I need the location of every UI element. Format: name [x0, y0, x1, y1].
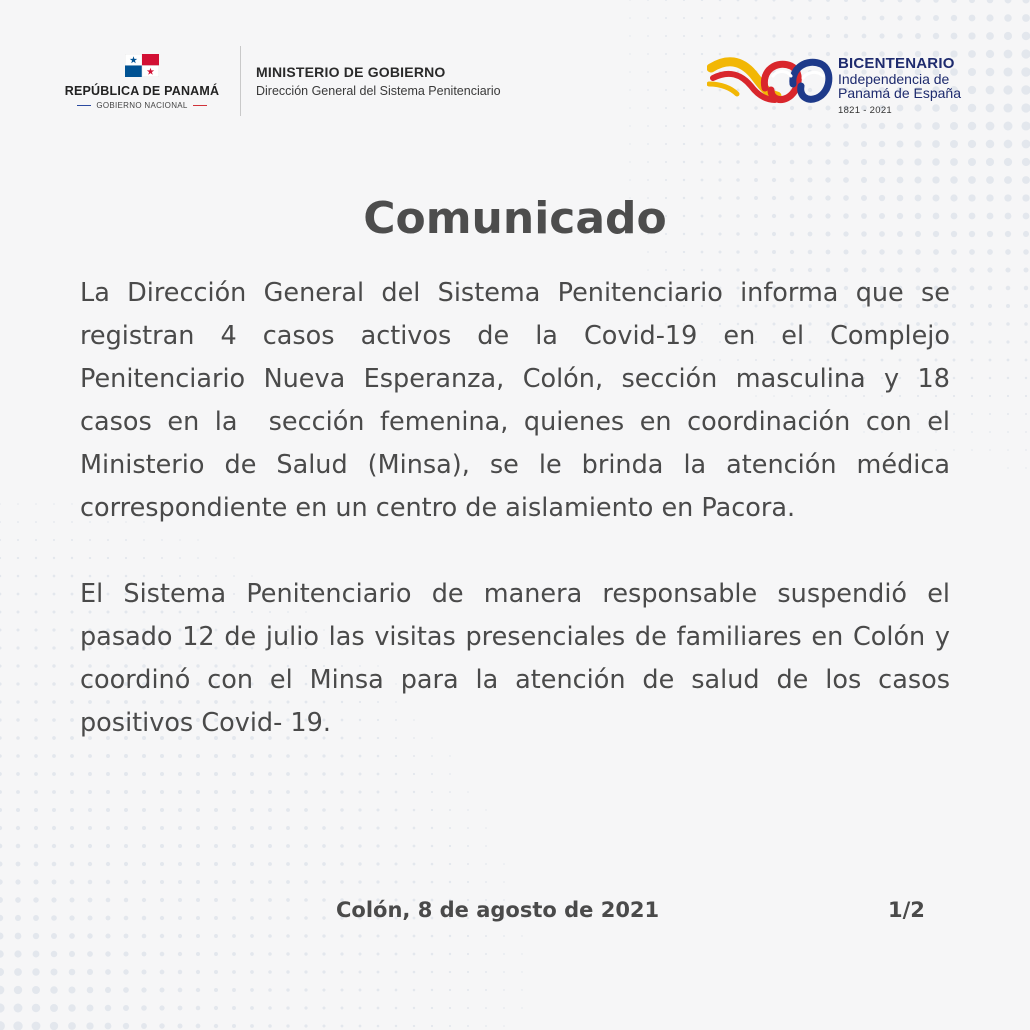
bicentennial-line-1: Independencia de — [838, 71, 950, 87]
bicentennial-years: 1821 - 2021 — [838, 105, 893, 116]
government-logo-block — [58, 54, 226, 110]
ministry-department: Dirección General del Sistema Penitenciario — [256, 84, 501, 98]
government-subtitle: GOBIERNO NACIONAL — [96, 101, 188, 110]
government-subtitle-row — [58, 101, 226, 110]
government-name: REPÚBLICA DE PANAMÁ — [64, 84, 220, 98]
bicentennial-ribbon-logo — [707, 54, 835, 110]
divider-line — [193, 105, 207, 106]
bicentennial-text-block — [838, 56, 961, 116]
bicentennial-line-2: Panamá de España — [838, 85, 961, 101]
body-paragraph-1: La Dirección General del Sistema Penitenciario informa que se registran 4 casos activos de la Covid-19 en el Complejo Penitenciario Nueva Esperanza, Colón, sección masculina y 18 casos en la sección femenina, quienes en coordinación con el Ministerio de Salud (Minsa), se le brinda la atención médica correspondiente en un centro de aislamiento en Pacora. — [80, 278, 959, 523]
document-title: Comunicado — [363, 193, 667, 244]
document-body — [80, 272, 959, 745]
body-paragraph-2: El Sistema Penitenciario de manera responsable suspendió el pasado 12 de julio las visitas presenciales de familiares en Colón y coordinó con el Minsa para la atención de salud de los casos positivos Covid- 19. — [80, 579, 959, 738]
place-and-date: Colón, 8 de agosto de 2021 — [336, 898, 660, 922]
ministry-block — [256, 64, 501, 98]
header-divider — [240, 46, 241, 116]
panama-flag-icon — [125, 54, 159, 77]
divider-line — [77, 105, 91, 106]
ministry-name: MINISTERIO DE GOBIERNO — [256, 64, 446, 80]
bicentennial-title: BICENTENARIO — [838, 55, 955, 72]
page-number: 1/2 — [888, 898, 925, 922]
